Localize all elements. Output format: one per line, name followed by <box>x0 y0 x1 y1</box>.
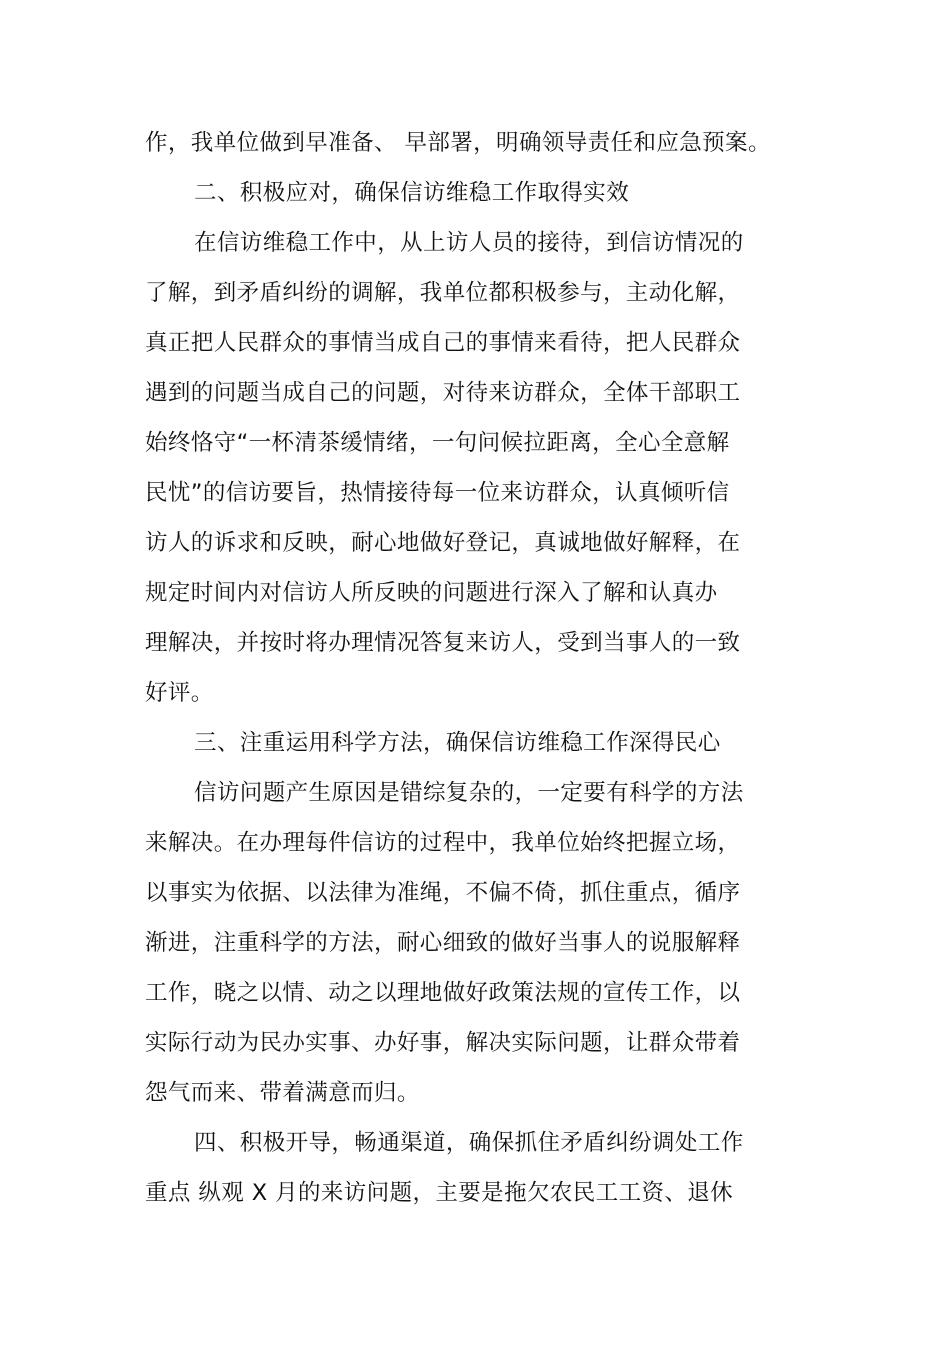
paragraph-line: 来解决。在办理每件信访的过程中，我单位始终把握立场， <box>145 830 741 856</box>
paragraph-line: 好评。 <box>145 680 214 706</box>
paragraph-line: 以事实为依据、以法律为准绳，不偏不倚，抓住重点，循序 <box>145 880 741 906</box>
paragraph-line: 重点 纵观 X 月的来访问题，主要是拖欠农民工工资、退休 <box>145 1180 734 1206</box>
paragraph-line: 怨气而来、带着满意而归。 <box>145 1080 420 1106</box>
paragraph-line: 始终恪守“一杯清茶缓情绪，一句问候拉距离，全心全意解 <box>145 430 730 456</box>
paragraph-line: 工作，晓之以情、动之以理地做好政策法规的宣传工作，以 <box>145 980 741 1006</box>
paragraph-line: 访人的诉求和反映，耐心地做好登记，真诚地做好解释，在 <box>145 530 741 556</box>
paragraph-line: 渐进，注重科学的方法，耐心细致的做好当事人的说服解释 <box>145 930 741 956</box>
paragraph-line: 真正把人民群众的事情当成自己的事情来看待，把人民群众 <box>145 330 741 356</box>
paragraph-line: 实际行动为民办实事、办好事，解决实际问题，让群众带着 <box>145 1030 741 1056</box>
section-heading-3: 三、注重运用科学方法，确保信访维稳工作深得民心 <box>194 730 721 756</box>
paragraph-continuation-line: 作，我单位做到早准备、 早部署，明确领导责任和应急预案。 <box>145 130 771 156</box>
paragraph-line: 规定时间内对信访人所反映的问题进行深入了解和认真办 <box>145 580 718 606</box>
section-heading-4: 四、积极开导，畅通渠道，确保抓住矛盾纠纷调处工作 <box>194 1130 744 1156</box>
section-heading-2: 二、积极应对，确保信访维稳工作取得实效 <box>194 180 630 206</box>
paragraph-line: 信访问题产生原因是错综复杂的，一定要有科学的方法 <box>194 780 744 806</box>
paragraph-line: 理解决，并按时将办理情况答复来访人，受到当事人的一致 <box>145 630 741 656</box>
paragraph-line: 了解，到矛盾纠纷的调解，我单位都积极参与，主动化解， <box>145 280 741 306</box>
paragraph-line: 民忧”的信访要旨，热情接待每一位来访群众，认真倾听信 <box>145 480 730 506</box>
paragraph-line: 遇到的问题当成自己的问题，对待来访群众，全体干部职工 <box>145 380 741 406</box>
paragraph-line: 在信访维稳工作中，从上访人员的接待，到信访情况的 <box>194 230 744 256</box>
